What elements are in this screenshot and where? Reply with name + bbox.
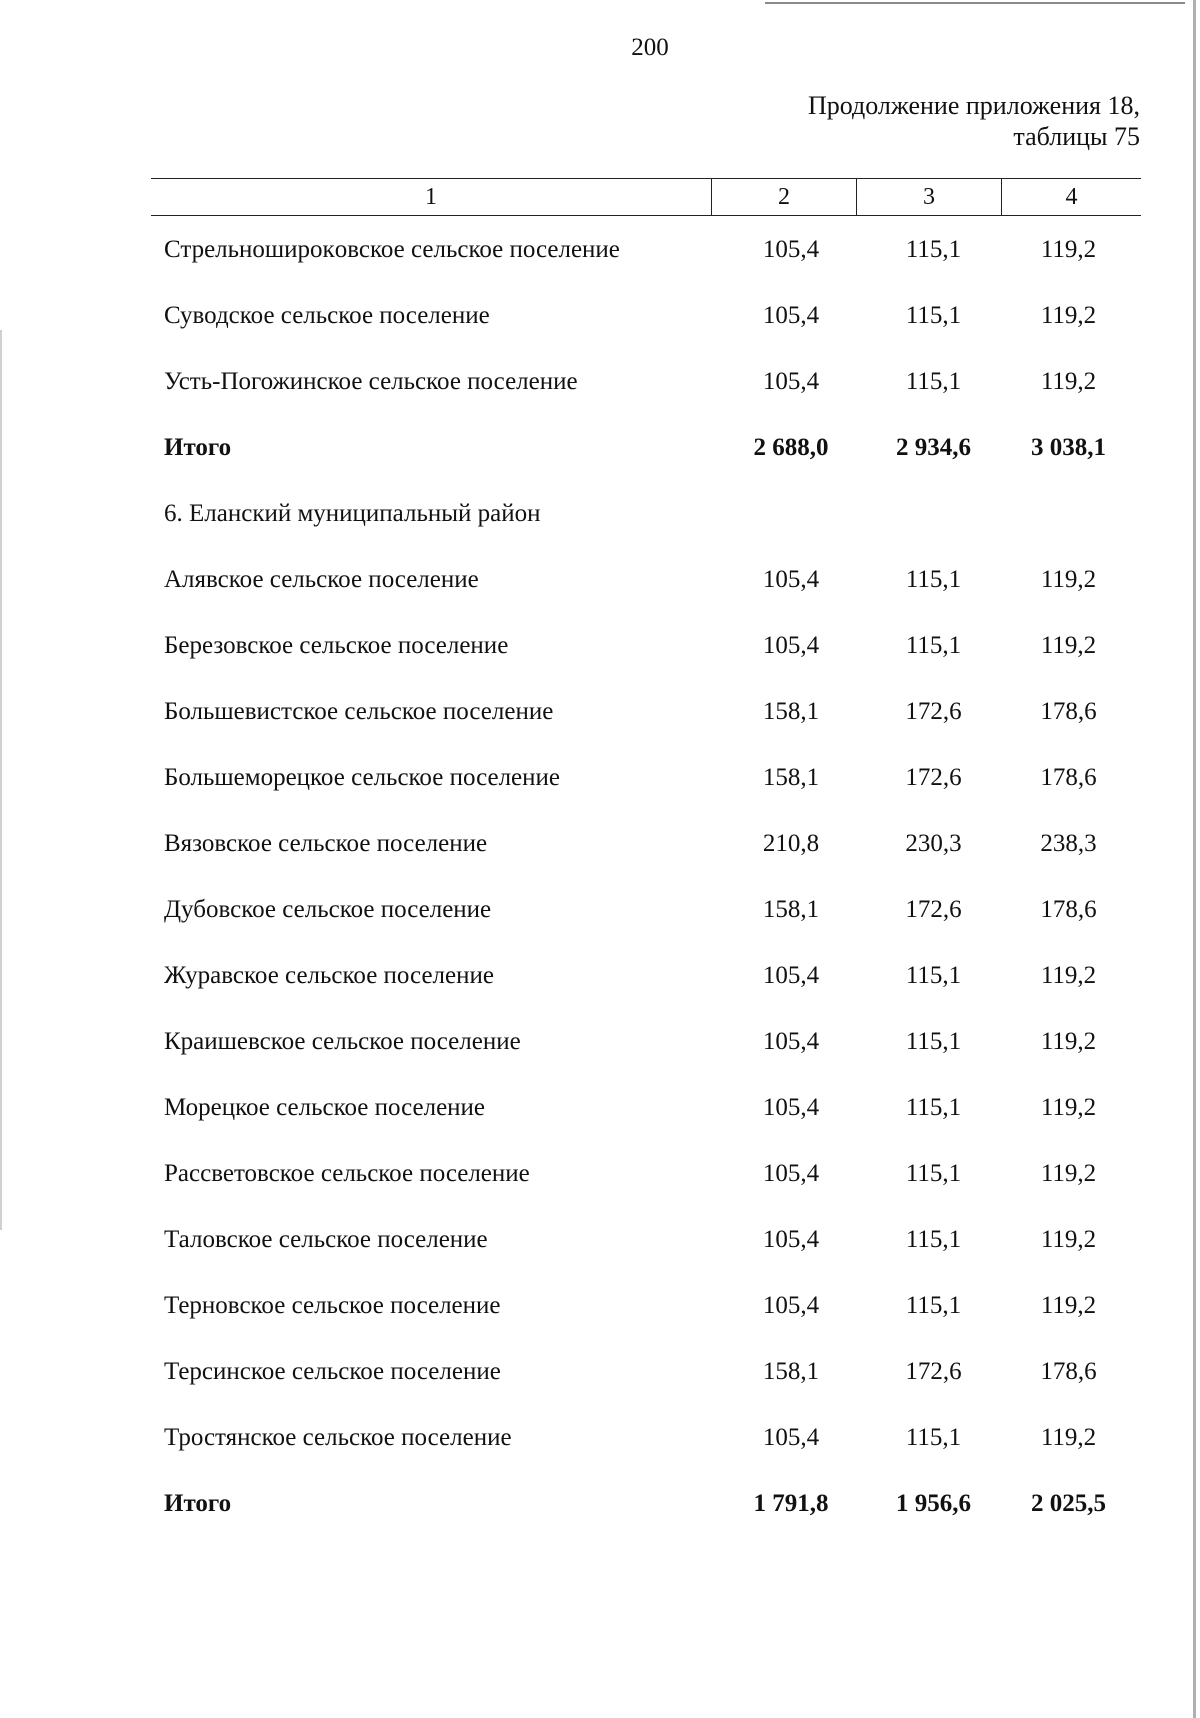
header-col-1: 1	[425, 183, 437, 210]
section-heading-row	[151, 494, 1141, 534]
total-row	[151, 428, 1141, 468]
table-row	[151, 1352, 1141, 1392]
value-col-4: 119,2	[1040, 632, 1097, 659]
value-col-3: 115,1	[905, 368, 962, 395]
value-col-2: 2 688,0	[753, 434, 829, 461]
settlement-name: Краишевское сельское поселение	[164, 1028, 521, 1055]
header-col-2: 2	[711, 179, 856, 215]
value-col-2: 105,4	[762, 1424, 820, 1451]
caption-line-2: таблицы 75	[1013, 122, 1140, 151]
settlement-name: 6. Еланский муниципальный район	[164, 500, 541, 527]
table-row	[151, 560, 1141, 600]
value-col-2: 105,4	[762, 1094, 820, 1121]
value-col-4: 178,6	[1040, 698, 1097, 725]
value-col-3: 115,1	[905, 1160, 962, 1187]
value-col-4: 119,2	[1040, 1160, 1097, 1187]
table-row	[151, 956, 1141, 996]
table-row	[151, 890, 1141, 930]
scan-artifact-left-edge	[0, 330, 2, 1230]
value-col-3: 115,1	[905, 962, 962, 989]
settlement-name: Морецкое сельское поселение	[164, 1094, 486, 1121]
table-row	[151, 626, 1141, 666]
settlement-name: Журавское сельское поселение	[164, 962, 494, 989]
table-row	[151, 362, 1141, 402]
settlement-name: Вязовское сельское поселение	[164, 830, 488, 857]
header-col-3: 3	[856, 179, 1001, 215]
settlement-name: Таловское сельское поселение	[164, 1226, 488, 1253]
value-col-2: 158,1	[762, 1358, 820, 1385]
total-row	[151, 1484, 1141, 1524]
value-col-3: 2 934,6	[896, 434, 971, 461]
settlement-name: Итого	[164, 434, 232, 461]
settlement-name: Стрельноширокoвское сельское поселение	[164, 236, 620, 263]
value-col-4: 3 038,1	[1031, 434, 1106, 461]
value-col-3: 115,1	[905, 632, 962, 659]
settlement-name: Большеморецкое сельское поселение	[164, 764, 560, 791]
value-col-3: 172,6	[905, 764, 962, 791]
value-col-4: 119,2	[1040, 302, 1097, 329]
value-col-3: 115,1	[905, 236, 962, 263]
scan-artifact-right-edge	[1193, 0, 1196, 1718]
value-col-2: 105,4	[762, 1028, 820, 1055]
table-row	[151, 1088, 1141, 1128]
value-col-4: 119,2	[1040, 236, 1097, 263]
value-col-3: 115,1	[905, 1292, 962, 1319]
value-col-2: 158,1	[762, 764, 820, 791]
value-col-3: 115,1	[905, 1028, 962, 1055]
table-row	[151, 230, 1141, 270]
value-col-4: 119,2	[1040, 1094, 1097, 1121]
value-col-2: 105,4	[762, 302, 820, 329]
scan-artifact-top-line	[765, 2, 1185, 4]
settlement-name: Дубовское сельское поселение	[164, 896, 492, 923]
value-col-2: 158,1	[762, 698, 820, 725]
table-row	[151, 1022, 1141, 1062]
value-col-2: 1 791,8	[753, 1490, 829, 1517]
value-col-3: 172,6	[905, 1358, 962, 1385]
table-row	[151, 758, 1141, 798]
value-col-2: 105,4	[762, 1160, 820, 1187]
value-col-2: 105,4	[762, 566, 820, 593]
value-col-2: 105,4	[762, 1226, 820, 1253]
value-col-4: 119,2	[1040, 368, 1097, 395]
table-header	[151, 178, 1141, 216]
value-col-4: 119,2	[1040, 1424, 1097, 1451]
value-col-3: 115,1	[905, 1424, 962, 1451]
value-col-4: 119,2	[1040, 1028, 1097, 1055]
value-col-3: 115,1	[905, 1094, 962, 1121]
settlement-name: Терновское сельское поселение	[164, 1292, 501, 1319]
table-row	[151, 296, 1141, 336]
settlement-name: Терсинское сельское поселение	[164, 1358, 501, 1385]
value-col-4: 238,3	[1040, 830, 1097, 857]
value-col-2: 105,4	[762, 1292, 820, 1319]
value-col-4: 119,2	[1040, 962, 1097, 989]
settlement-name: Суводское сельское поселение	[164, 302, 490, 329]
table-continuation-caption	[808, 90, 1140, 152]
value-col-3: 115,1	[905, 566, 962, 593]
value-col-2: 105,4	[762, 368, 820, 395]
settlement-name: Тростянское сельское поселение	[164, 1424, 512, 1451]
page-number: 200	[631, 34, 669, 61]
table-row	[151, 1286, 1141, 1326]
settlement-name: Рассветовское сельское поселение	[164, 1160, 530, 1187]
value-col-3: 172,6	[905, 896, 962, 923]
table-row	[151, 692, 1141, 732]
value-col-4: 178,6	[1040, 764, 1097, 791]
value-col-2: 158,1	[762, 896, 820, 923]
settlement-name: Итого	[164, 1490, 232, 1517]
table-row	[151, 1220, 1141, 1260]
table-row	[151, 1418, 1141, 1458]
settlement-name: Усть-Погожинское сельское поселение	[164, 368, 578, 395]
settlement-name: Большевистское сельское поселение	[164, 698, 554, 725]
table-row	[151, 824, 1141, 864]
value-col-2: 105,4	[762, 632, 820, 659]
header-col-4: 4	[1001, 179, 1141, 215]
value-col-3: 172,6	[905, 698, 962, 725]
caption-line-1: Продолжение приложения 18,	[807, 91, 1140, 120]
value-col-2: 105,4	[762, 962, 820, 989]
table-row	[151, 1154, 1141, 1194]
value-col-2: 105,4	[762, 236, 820, 263]
value-col-4: 119,2	[1040, 566, 1097, 593]
value-col-3: 230,3	[905, 830, 962, 857]
value-col-4: 119,2	[1040, 1292, 1097, 1319]
value-col-4: 178,6	[1040, 896, 1097, 923]
value-col-3: 1 956,6	[896, 1490, 971, 1517]
value-col-3: 115,1	[905, 302, 962, 329]
value-col-3: 115,1	[905, 1226, 962, 1253]
value-col-2: 210,8	[762, 830, 820, 857]
value-col-4: 2 025,5	[1031, 1490, 1106, 1517]
settlement-name: Алявское сельское поселение	[164, 566, 479, 593]
value-col-4: 119,2	[1040, 1226, 1097, 1253]
settlement-name: Березовское сельское поселение	[164, 632, 509, 659]
value-col-4: 178,6	[1040, 1358, 1097, 1385]
